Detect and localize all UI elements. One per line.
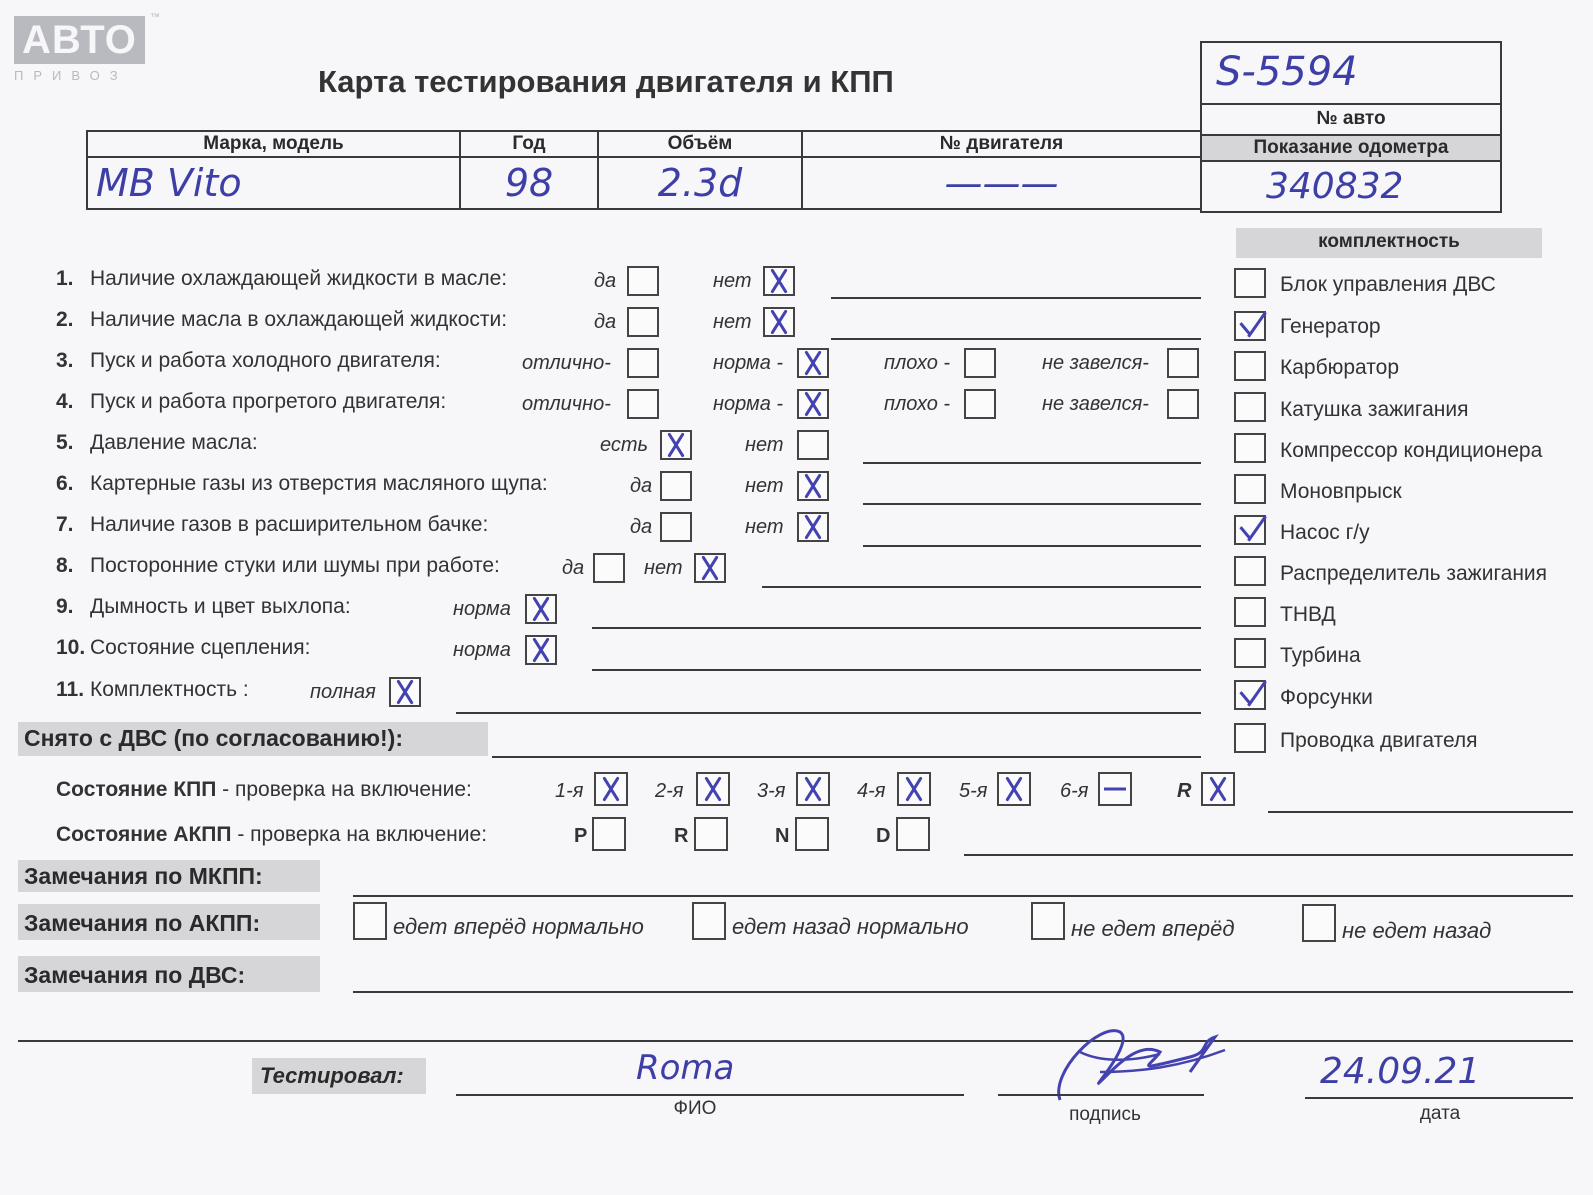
car-number-value: S-5594 — [1216, 49, 1358, 95]
option-label: плохо - — [884, 352, 951, 374]
avto-privoz-logo: АВТО ПРИВОЗ — [14, 16, 145, 83]
akpp-p-checkbox[interactable] — [592, 817, 626, 851]
question-6: 6. Картерные газы из отверстия масляного щупа: — [56, 472, 548, 495]
q1-yes-checkbox[interactable] — [627, 266, 659, 296]
option-label: отлично- — [522, 352, 611, 374]
q9-normal-checkbox[interactable] — [525, 594, 557, 624]
komplekt-checkbox[interactable] — [1234, 556, 1266, 586]
volume-label: Объём — [598, 131, 802, 157]
option-label: нет — [745, 516, 784, 538]
option-label: есть — [600, 434, 649, 456]
vehicle-header-table — [86, 130, 1202, 210]
q4-excellent-checkbox[interactable] — [627, 389, 659, 419]
removed-from-engine-label: Снято с ДВС (по согласованию!): — [24, 725, 403, 751]
tester-name-value: Roma — [636, 1048, 735, 1088]
q8-no-checkbox[interactable] — [694, 553, 726, 583]
gear-r-checkbox[interactable] — [1201, 772, 1235, 806]
q10-normal-checkbox[interactable] — [525, 635, 557, 665]
gear-6-checkbox[interactable] — [1098, 772, 1132, 806]
option-label: да — [630, 475, 653, 497]
gear-label: 1-я — [555, 780, 584, 802]
akpp-no-back-checkbox[interactable] — [1302, 904, 1336, 942]
akpp-mode-label: P — [574, 825, 588, 847]
komplekt-title: комплектность — [1318, 231, 1460, 252]
akpp-forward-ok-checkbox[interactable] — [353, 902, 387, 940]
gear-5-checkbox[interactable] — [997, 772, 1031, 806]
option-label: норма — [453, 639, 511, 661]
trademark-mark: ™ — [150, 12, 160, 23]
option-label: не завелся- — [1042, 352, 1149, 374]
komplekt-checkbox[interactable] — [1234, 351, 1266, 381]
question-11: 11. Комплектность : — [56, 678, 249, 701]
option-label: нет — [745, 475, 784, 497]
q7-no-checkbox[interactable] — [797, 512, 829, 542]
q4-no-start-checkbox[interactable] — [1167, 389, 1199, 419]
fio-caption: ФИО — [673, 1098, 717, 1119]
akpp-n-checkbox[interactable] — [795, 817, 829, 851]
akpp-option-label: едет назад нормально — [732, 914, 969, 939]
komplekt-item: Турбина — [1280, 644, 1361, 667]
option-label: нет — [713, 311, 752, 333]
question-2: 2. Наличие масла в охлаждающей жидкости: — [56, 308, 508, 331]
q5-no-checkbox[interactable] — [797, 430, 829, 460]
question-4: 4. Пуск и работа прогретого двигателя: — [56, 390, 447, 413]
year-value: 98 — [460, 157, 598, 209]
komplekt-item: ТНВД — [1280, 603, 1336, 626]
gear-2-checkbox[interactable] — [696, 772, 730, 806]
make-value: MB Vito — [87, 157, 460, 209]
komplekt-checkbox[interactable] — [1234, 268, 1266, 298]
akpp-option-label: едет вперёд нормально — [393, 914, 644, 939]
make-label: Марка, модель — [87, 131, 460, 157]
signature-image — [1040, 1012, 1240, 1112]
option-label: нет — [644, 557, 683, 579]
komplekt-checkbox[interactable] — [1234, 392, 1266, 422]
akpp-option-label: не едет назад — [1342, 918, 1492, 943]
akpp-mode-label: D — [876, 825, 891, 847]
option-label: да — [562, 557, 585, 579]
page-title: Карта тестирования двигателя и КПП — [318, 64, 894, 99]
signature-caption: подпись — [1069, 1104, 1141, 1125]
komplekt-checkbox[interactable] — [1234, 311, 1266, 341]
gear-label: 2-я — [655, 780, 684, 802]
komplekt-item: Форсунки — [1280, 686, 1373, 709]
remarks-dvs-label: Замечания по ДВС: — [24, 962, 246, 988]
question-8: 8. Посторонние стуки или шумы при работе: — [56, 554, 500, 577]
option-label: да — [630, 516, 653, 538]
question-3: 3. Пуск и работа холодного двигателя: — [56, 349, 441, 372]
komplekt-checkbox[interactable] — [1234, 723, 1266, 753]
option-label: не завелся- — [1042, 393, 1149, 415]
komplekt-item: Проводка двигателя — [1280, 729, 1478, 752]
komplekt-item: Карбюратор — [1280, 356, 1400, 379]
volume-value: 2.3d — [598, 157, 802, 209]
komplekt-checkbox[interactable] — [1234, 597, 1266, 627]
car-info-box — [1200, 41, 1502, 213]
option-label: плохо - — [884, 393, 951, 415]
akpp-mode-label: R — [674, 825, 689, 847]
question-7: 7. Наличие газов в расширительном бачке: — [56, 513, 489, 536]
q1-no-checkbox[interactable] — [763, 266, 795, 296]
q5-yes-checkbox[interactable] — [660, 430, 692, 460]
option-label: да — [594, 311, 617, 333]
engine-number-label: № двигателя — [802, 131, 1201, 157]
komplekt-item: Моновпрыск — [1280, 480, 1402, 503]
question-1: 1. Наличие охлаждающей жидкости в масле: — [56, 267, 508, 290]
komplekt-checkbox[interactable] — [1234, 638, 1266, 668]
car-number-label: № авто — [1316, 108, 1386, 129]
q6-yes-checkbox[interactable] — [660, 471, 692, 501]
komplekt-item: Насос г/у — [1280, 521, 1370, 544]
komplekt-checkbox[interactable] — [1234, 474, 1266, 504]
q4-bad-checkbox[interactable] — [964, 389, 996, 419]
remarks-akpp-label: Замечания по АКПП: — [24, 910, 261, 936]
gear-4-checkbox[interactable] — [897, 772, 931, 806]
q11-full-checkbox[interactable] — [389, 677, 421, 707]
komplekt-checkbox[interactable] — [1234, 515, 1266, 545]
option-label: да — [594, 270, 617, 292]
option-label: отлично- — [522, 393, 611, 415]
option-label: норма - — [713, 393, 784, 415]
question-9: 9. Дымность и цвет выхлопа: — [56, 595, 351, 618]
remarks-mkpp-label: Замечания по МКПП: — [24, 863, 263, 889]
odometer-label: Показание одометра — [1202, 136, 1500, 160]
option-label: нет — [745, 434, 784, 456]
odometer-value: 340832 — [1266, 166, 1404, 207]
komplekt-item: Компрессор кондиционера — [1280, 439, 1543, 462]
engine-number-value: ——— — [802, 157, 1201, 209]
date-caption: дата — [1419, 1103, 1461, 1124]
gear-label: R — [1177, 780, 1192, 802]
komplekt-checkbox[interactable] — [1234, 680, 1266, 710]
akpp-d-checkbox[interactable] — [896, 817, 930, 851]
q3-excellent-checkbox[interactable] — [627, 348, 659, 378]
komplekt-checkbox[interactable] — [1234, 433, 1266, 463]
gear-label: 3-я — [757, 780, 786, 802]
gear-1-checkbox[interactable] — [594, 772, 628, 806]
q2-no-checkbox[interactable] — [763, 307, 795, 337]
akpp-no-forward-checkbox[interactable] — [1031, 902, 1065, 940]
komplekt-item: Блок управления ДВС — [1280, 273, 1496, 296]
q3-no-start-checkbox[interactable] — [1167, 348, 1199, 378]
gear-3-checkbox[interactable] — [796, 772, 830, 806]
q2-yes-checkbox[interactable] — [627, 307, 659, 337]
akpp-r-checkbox[interactable] — [694, 817, 728, 851]
date-value: 24.09.21 — [1320, 1051, 1481, 1092]
q3-bad-checkbox[interactable] — [964, 348, 996, 378]
komplekt-item: Распределитель зажигания — [1280, 562, 1548, 585]
option-label: норма — [453, 598, 511, 620]
akpp-option-label: не едет вперёд — [1071, 916, 1235, 941]
akpp-label: Состояние АКПП - проверка на включение: — [56, 823, 488, 846]
q8-yes-checkbox[interactable] — [593, 553, 625, 583]
year-label: Год — [460, 131, 598, 157]
q7-yes-checkbox[interactable] — [660, 512, 692, 542]
question-10: 10. Состояние сцепления: — [56, 636, 311, 659]
tested-by-label: Тестировал: — [260, 1063, 404, 1088]
komplekt-item: Катушка зажигания — [1280, 398, 1469, 421]
question-5: 5. Давление масла: — [56, 431, 258, 454]
q4-normal-checkbox[interactable] — [797, 389, 829, 419]
option-label: полная — [310, 681, 376, 703]
option-label: нет — [713, 270, 752, 292]
akpp-back-ok-checkbox[interactable] — [692, 902, 726, 940]
gear-label: 5-я — [959, 780, 988, 802]
option-label: норма - — [713, 352, 784, 374]
q3-normal-checkbox[interactable] — [797, 348, 829, 378]
gear-label: 4-я — [857, 780, 886, 802]
akpp-mode-label: N — [775, 825, 790, 847]
kpp-label: Состояние КПП - проверка на включение: — [56, 778, 472, 801]
komplekt-item: Генератор — [1280, 315, 1381, 338]
q6-no-checkbox[interactable] — [797, 471, 829, 501]
gear-label: 6-я — [1060, 780, 1089, 802]
